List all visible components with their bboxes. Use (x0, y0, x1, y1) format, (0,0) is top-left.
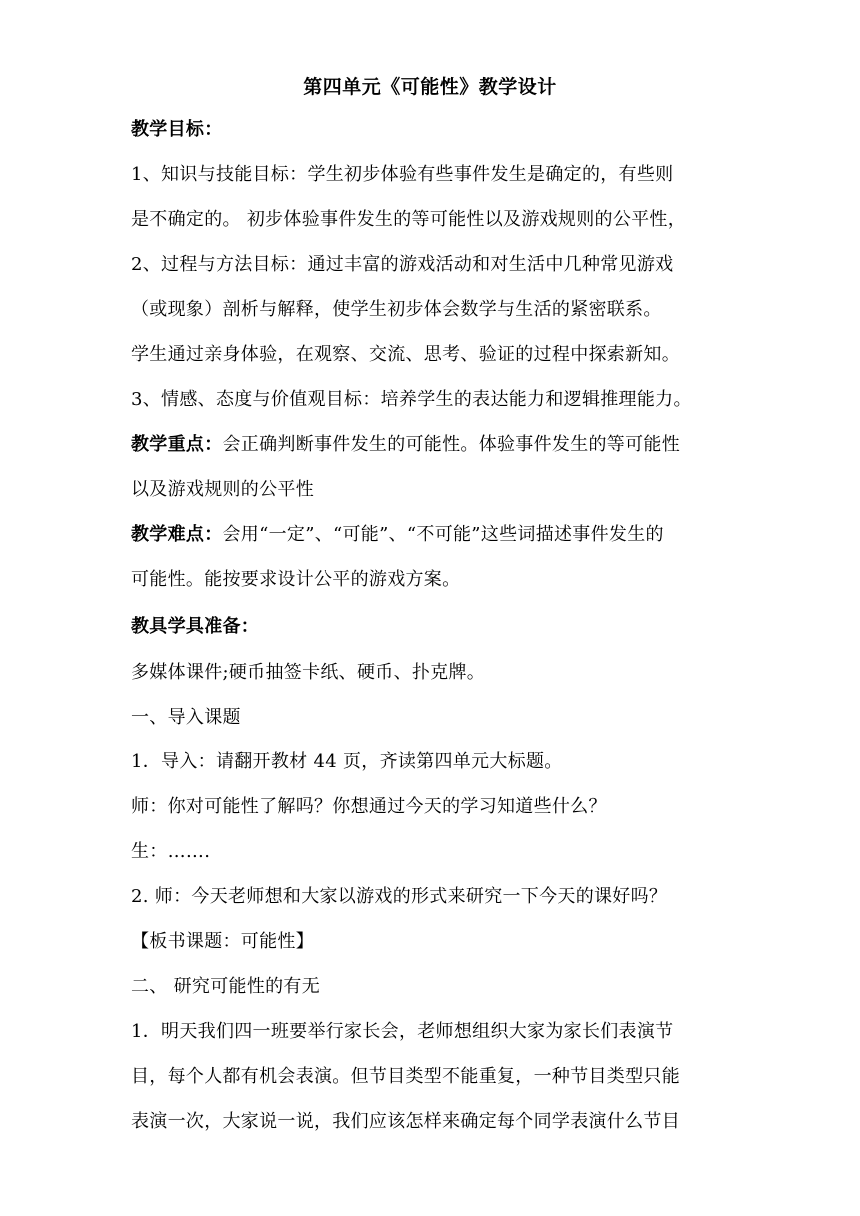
paragraph-line (131, 343, 731, 367)
line-text: 会用“一定”、“可能”、“不可能”这些词描述事件发生的 (222, 524, 664, 545)
paragraph-line (131, 298, 731, 322)
document-title: 第四单元《可能性》教学设计 (303, 76, 557, 98)
line-text: 多媒体课件;硬币抽签卡纸、硬币、扑克牌。 (131, 662, 486, 683)
line-label: 教学重点： (131, 434, 223, 455)
paragraph-line (131, 568, 731, 592)
paragraph-line (131, 208, 731, 232)
paragraph-line (131, 661, 731, 685)
section-heading-materials (131, 615, 731, 639)
board-topic-line (131, 930, 731, 954)
line-text: 生：……. (131, 841, 211, 862)
paragraph-line (131, 253, 731, 277)
line-text: 2、过程与方法目标：通过丰富的游戏活动和对生活中几种常见游戏 (131, 254, 674, 275)
line-text: 1．导入：请翻开教材 44 页，齐读第四单元大标题。 (131, 751, 563, 772)
difficulties-line (131, 523, 731, 547)
line-text: 表演一次，大家说一说，我们应该怎样来确定每个同学表演什么节目 (131, 1111, 680, 1132)
line-text: 1．明天我们四一班要举行家长会，老师想组织大家为家长们表演节 (131, 1021, 674, 1042)
line-text: 以及游戏规则的公平性 (131, 479, 314, 500)
line-text: 3、情感、态度与价值观目标：培养学生的表达能力和逻辑推理能力。 (131, 389, 692, 410)
line-label: 教学难点： (131, 524, 223, 545)
line-text: 一、导入课题 (131, 707, 241, 728)
line-label: 教学目标： (131, 119, 223, 140)
line-text: 1、知识与技能目标：学生初步体验有些事件发生是确定的，有些则 (131, 164, 674, 185)
section-heading-goals (131, 118, 731, 142)
key-points-line (131, 433, 731, 457)
line-text: 【板书课题：可能性】 (131, 931, 314, 952)
paragraph-line (131, 1065, 731, 1089)
paragraph-line (131, 163, 731, 187)
line-label: 教具学具准备： (131, 616, 260, 637)
line-text: 二、 研究可能性的有无 (131, 976, 321, 997)
paragraph-line (131, 1020, 731, 1044)
line-text: 目，每个人都有机会表演。但节目类型不能重复，一种节目类型只能 (131, 1066, 680, 1087)
paragraph-line (131, 750, 731, 774)
paragraph-line (131, 1110, 731, 1134)
line-text: 会正确判断事件发生的可能性。体验事件发生的等可能性 (222, 434, 680, 455)
line-text: （或现象）剖析与解释，使学生初步体会数学与生活的紧密联系。 (131, 299, 662, 320)
paragraph-line (131, 388, 731, 412)
line-text: 学生通过亲身体验，在观察、交流、思考、验证的过程中探索新知。 (131, 344, 680, 365)
line-text: 2. 师：今天老师想和大家以游戏的形式来研究一下今天的课好吗？ (131, 886, 668, 907)
section-heading-intro (131, 706, 731, 730)
paragraph-line (131, 478, 731, 502)
section-heading-research (131, 975, 731, 999)
line-text: 是不确定的。 初步体验事件发生的等可能性以及游戏规则的公平性， (131, 209, 687, 230)
paragraph-line (131, 795, 731, 819)
line-text: 可能性。能按要求设计公平的游戏方案。 (131, 569, 461, 590)
paragraph-line (131, 840, 731, 864)
paragraph-line (131, 885, 731, 909)
line-text: 师：你对可能性了解吗？你想通过今天的学习知道些什么？ (131, 796, 607, 817)
